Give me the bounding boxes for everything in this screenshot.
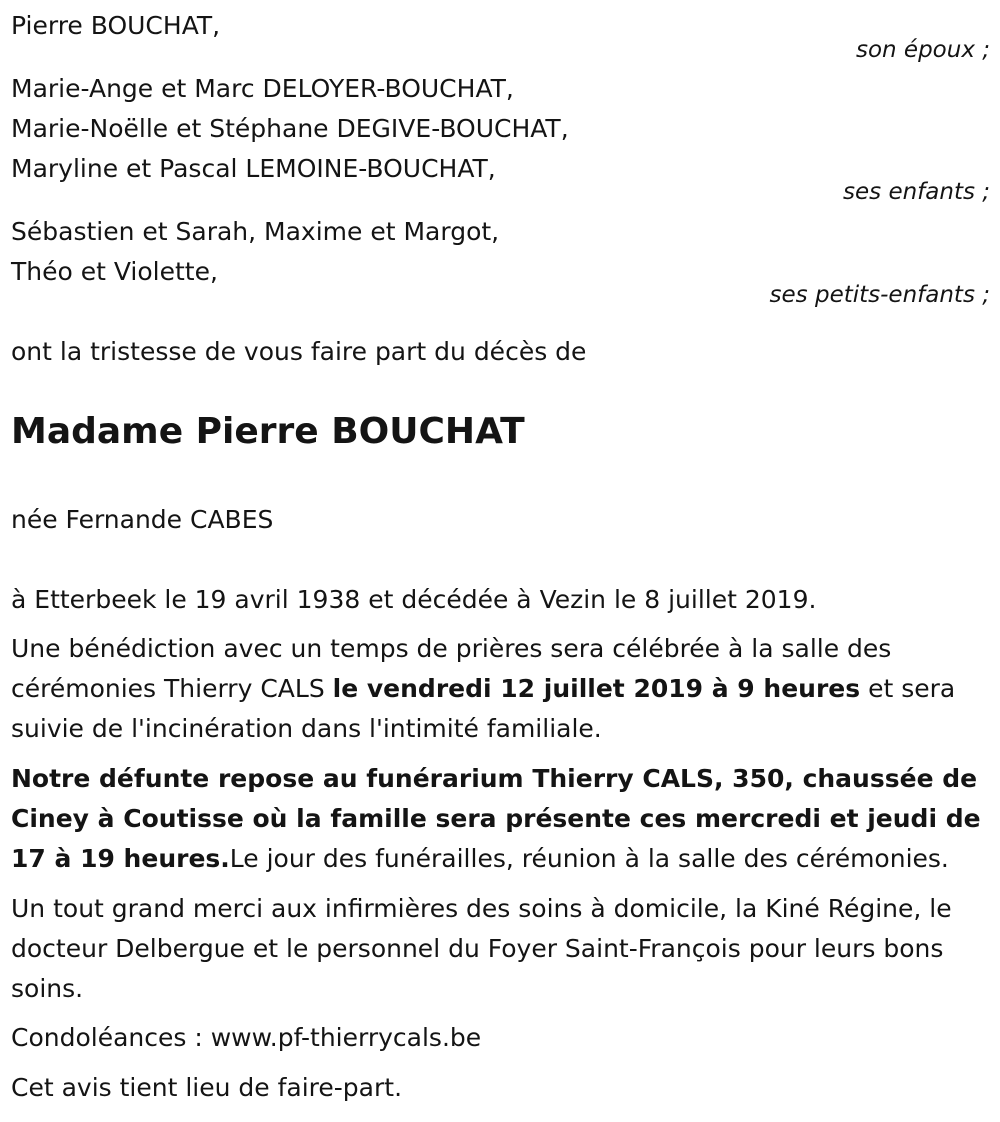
spouse-name: Pierre BOUCHAT, [11, 11, 221, 40]
ceremony-paragraph [11, 629, 991, 749]
ceremony-date: le vendredi 12 juillet 2019 à 9 heures [332, 674, 861, 703]
ceremony-text-1: Une bénédiction avec un temps de prières sera célébrée à la salle des cérémonies Thierry CALS [11, 634, 892, 703]
visitation-note: Le jour des funérailles, réunion à la salle des cérémonies. [229, 844, 949, 873]
thanks-paragraph: Un tout grand merci aux infirmières des soins à domicile, la Kiné Régine, le docteur Delbergue et le personnel du Foyer Saint-François pour leurs bons soins. [11, 894, 952, 1003]
child-2: Marie-Noëlle et Stéphane DEGIVE-BOUCHAT, [11, 114, 569, 143]
deceased-name: Madame Pierre BOUCHAT [11, 411, 525, 452]
children-role: ses enfants ; [843, 179, 990, 205]
grandchildren-line-2: Théo et Violette, [11, 257, 218, 286]
child-1: Marie-Ange et Marc DELOYER-BOUCHAT, [11, 74, 514, 103]
grandchildren-line-1: Sébastien et Sarah, Maxime et Margot, [11, 217, 500, 246]
birth-name: née Fernande CABES [11, 505, 274, 534]
notice-line: Cet avis tient lieu de faire-part. [11, 1073, 403, 1102]
condolences-line: Condoléances : www.pf-thierrycals.be [11, 1023, 482, 1052]
visitation-details: Notre défunte repose au funérarium Thierry CALS, 350, chaussée de Ciney à Coutisse où la famille sera présente ces mercredi et jeudi de 17 à 19 heures. [11, 764, 981, 873]
life-dates: à Etterbeek le 19 avril 1938 et décédée à Vezin le 8 juillet 2019. [11, 585, 817, 614]
announcement-text: ont la tristesse de vous faire part du décès de [11, 337, 587, 366]
grandchildren-role: ses petits-enfants ; [769, 282, 990, 308]
ceremony-text-2: et sera suivie de l'incinération dans l'intimité familiale. [11, 674, 956, 743]
spouse-role: son époux ; [855, 37, 990, 63]
child-3: Maryline et Pascal LEMOINE-BOUCHAT, [11, 154, 496, 183]
visitation-paragraph [11, 759, 991, 879]
